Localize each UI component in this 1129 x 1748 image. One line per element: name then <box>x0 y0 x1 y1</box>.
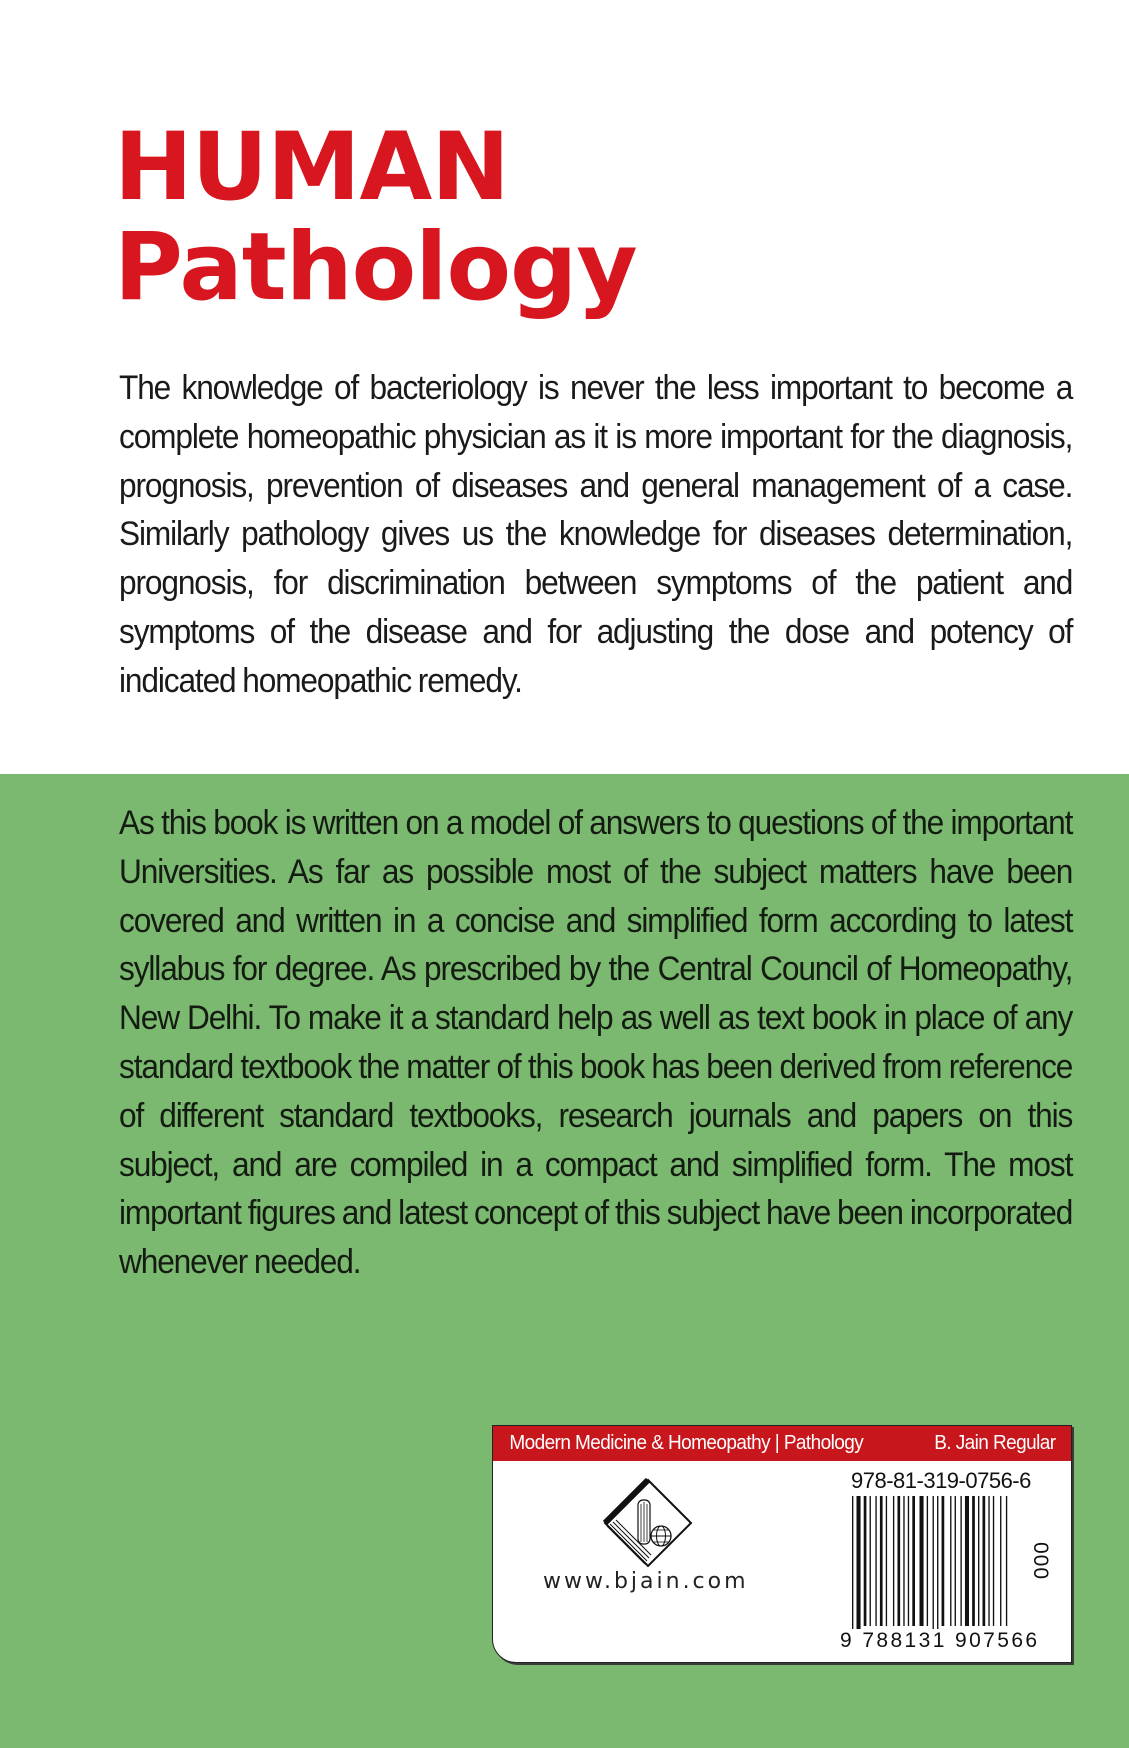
barcode-bar <box>965 1496 969 1626</box>
barcode-bar <box>978 1496 979 1626</box>
barcode-bar <box>880 1496 883 1626</box>
series-label: B. Jain Regular <box>934 1432 1056 1454</box>
bjain-logo-icon <box>603 1478 693 1568</box>
barcode-bar <box>950 1496 951 1626</box>
publisher-website: www.bjain.com <box>543 1569 749 1594</box>
isbn-barcode-box <box>492 1425 1072 1663</box>
barcode-bar <box>920 1496 924 1626</box>
barcode-bar <box>955 1496 956 1626</box>
blurb-paragraph-1: The knowledge of bacteriology is never the less important to become a complete homeopathic physician as it is more important for the diagnosis, prognosis, prevention of diseases and general management of a case. Similarly pathology gives us the knowledge for diseases determination, prognosis, for discrimination between symptoms of the patient and symptoms of the disease and for adjusting the dose and potency of indicated homeopathic remedy. <box>119 369 1073 700</box>
barcode-bar <box>864 1496 867 1626</box>
barcode-bar <box>937 1496 938 1642</box>
barcode-bar <box>988 1496 989 1626</box>
category-label: Modern Medicine & Homeopathy | Pathology <box>509 1432 864 1454</box>
barcode-digits: 9 788131 907566 <box>840 1629 1040 1652</box>
barcode-bar <box>870 1496 871 1626</box>
barcode-bar <box>912 1496 915 1626</box>
barcode-bar <box>886 1496 887 1626</box>
barcode-bar <box>908 1496 909 1626</box>
barcode-bar <box>1006 1496 1007 1626</box>
barcode-icon <box>848 1496 1013 1646</box>
barcode-bar <box>983 1496 986 1626</box>
barcode-bar <box>857 1496 861 1642</box>
barcode-bar <box>852 1496 853 1642</box>
barcode-bar <box>972 1496 975 1626</box>
title-line-pathology: Pathology <box>114 213 637 322</box>
isbn-box-header <box>493 1426 1071 1461</box>
barcode-bar <box>875 1496 876 1626</box>
blurb-paragraph-2: As this book is written on a model of answers to questions of the important Universities. As far as possible most of the subject matters have been covered and written in a concise and simplified form according to latest syllabus for degree. As prescribed by the Central Council of Homeopathy, New Delhi. To make it a standard help as well as text book in place of any standard textbook the matter of this book has been derived from reference of different standard textbooks, research journals and papers on this subject, and are compiled in a compact and simplified form. The most important figures and latest concept of this subject have been incorporated whenever needed. <box>119 804 1073 1282</box>
barcode-bar <box>903 1496 904 1626</box>
barcode-bar <box>993 1496 994 1626</box>
book-title <box>114 113 637 322</box>
barcode-bar <box>1000 1496 1001 1626</box>
barcode-bar <box>927 1496 928 1626</box>
barcode-bar <box>933 1496 934 1642</box>
isbn-number: 978-81-319-0756-6 <box>851 1468 1031 1493</box>
barcode-bar <box>942 1496 945 1626</box>
barcode-bar <box>893 1496 894 1626</box>
barcode-bar <box>897 1496 900 1626</box>
addon-code: 000 <box>1029 1541 1053 1581</box>
barcode-bar <box>960 1496 961 1626</box>
title-line-human: HUMAN <box>114 113 509 222</box>
